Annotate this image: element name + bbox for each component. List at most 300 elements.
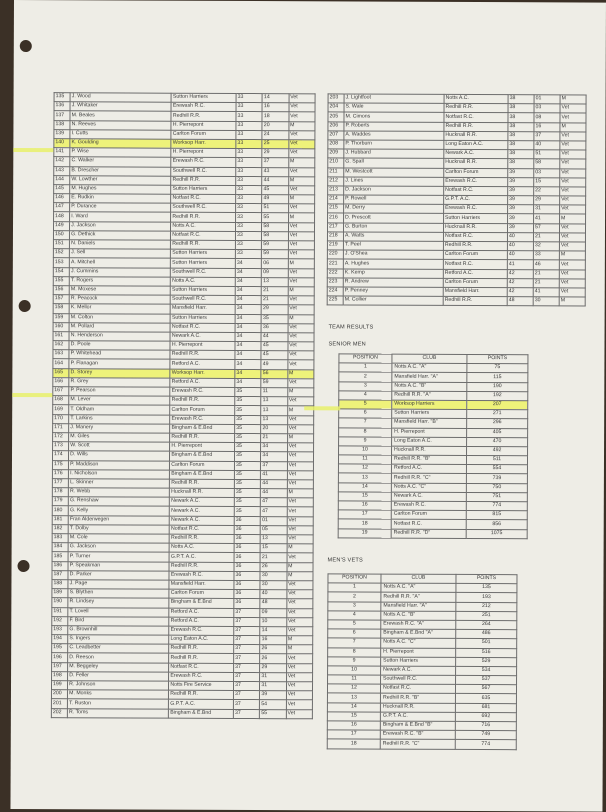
result-position: 203 — [328, 94, 344, 103]
result-name: R. Johnson — [68, 681, 169, 691]
result-seconds: 45 — [262, 185, 288, 194]
result-seconds: 57 — [533, 223, 559, 232]
team-club: Southwell R.C. — [381, 675, 456, 685]
team-points: 193 — [456, 593, 517, 602]
result-position: 145 — [54, 185, 70, 194]
result-club: Notfast R.C. — [443, 260, 507, 269]
result-name: P. Pearson — [69, 387, 170, 397]
result-club: Erewash R.C. — [171, 102, 236, 111]
result-minutes: 39 — [507, 223, 533, 232]
result-name: G. Renshaw — [68, 497, 169, 507]
result-seconds: 21 — [261, 434, 287, 443]
result-name: M. Moxese — [69, 286, 170, 296]
result-minutes: 39 — [508, 168, 534, 177]
result-minutes: 35 — [234, 479, 260, 488]
result-club: Notts A.C. — [169, 543, 234, 552]
result-minutes: 48 — [507, 297, 533, 306]
result-category: Vet — [560, 205, 586, 214]
team-table-header: POINTS — [456, 574, 517, 583]
team-row — [327, 712, 516, 722]
result-club: Erewash R.C. — [444, 205, 508, 214]
result-name: T. Larkins — [69, 414, 170, 424]
result-club: Notfast R.C. — [169, 525, 234, 534]
team-position: 12 — [338, 464, 391, 473]
result-category: Vet — [286, 617, 312, 626]
team-club: Long Eaton A.C. — [392, 437, 467, 447]
result-position: 199 — [51, 681, 67, 690]
team-row — [338, 483, 527, 493]
result-name: S. Blythen — [68, 589, 169, 599]
result-name: T. Lovell — [68, 607, 169, 617]
result-club: Redhill R.R. — [171, 240, 236, 249]
team-row — [338, 492, 527, 502]
result-name: F. Bird — [68, 616, 169, 626]
result-club: Redhill R.R. — [170, 479, 235, 488]
result-name: P. Speakman — [68, 561, 169, 571]
result-minutes: 35 — [235, 397, 261, 406]
result-minutes: 34 — [235, 268, 261, 277]
result-category: Vet — [560, 187, 586, 196]
result-seconds: 44 — [261, 489, 287, 498]
result-seconds: 15 — [534, 177, 560, 186]
result-name: P. Whitehead — [69, 350, 170, 360]
result-position: 187 — [52, 570, 68, 579]
result-club: Carlton Forum — [444, 168, 508, 177]
team-club: Mansfield Harr. "B" — [392, 418, 467, 428]
team-position: 4 — [328, 611, 381, 620]
result-position: 204 — [328, 103, 344, 112]
team-position: 11 — [338, 455, 391, 464]
highlighter-mark — [304, 406, 340, 410]
team-club: Redhill R.R. "C" — [391, 474, 466, 484]
result-club: Notfast R.C. — [444, 186, 508, 195]
result-minutes: 39 — [508, 196, 534, 205]
result-minutes: 36 — [234, 562, 260, 571]
result-seconds: 56 — [261, 369, 287, 378]
result-club: Southwell R.C. — [171, 167, 236, 176]
result-club: Long Eaton A.C. — [169, 635, 234, 644]
result-club: H. Pierrepont — [170, 442, 235, 451]
team-club: Notts A.C. "B" — [381, 611, 456, 621]
result-name: G. Jackson — [68, 543, 169, 553]
result-seconds: 16 — [262, 103, 288, 112]
team-points: 739 — [466, 474, 527, 483]
result-position: 184 — [52, 543, 68, 552]
result-seconds: 26 — [260, 654, 286, 663]
result-minutes: 36 — [234, 525, 260, 534]
team-table-header: POINTS — [467, 354, 528, 363]
result-club: Erewash R.C. — [444, 177, 508, 186]
result-category: Vet — [288, 250, 314, 259]
result-position: 137 — [54, 111, 70, 120]
result-category: M — [288, 314, 314, 323]
result-position: 155 — [53, 276, 69, 285]
result-category: M — [287, 562, 313, 571]
result-seconds: 21 — [262, 296, 288, 305]
result-position: 222 — [327, 268, 343, 277]
result-name: J. Page — [68, 580, 169, 590]
result-category: Vet — [560, 150, 586, 159]
result-seconds: 25 — [262, 140, 288, 149]
result-name: R. Webb — [69, 488, 170, 498]
result-club: Carlton Forum — [443, 278, 507, 287]
senior-men-table — [338, 353, 529, 539]
result-minutes: 38 — [508, 122, 534, 131]
result-club: H. Pierrepont — [170, 341, 235, 350]
result-category: Vet — [288, 204, 314, 213]
result-minutes: 38 — [508, 141, 534, 150]
team-club: Erewash R.C. "A" — [381, 620, 456, 630]
result-name: R. Grey — [69, 378, 170, 388]
result-minutes: 40 — [507, 251, 533, 260]
result-seconds: 46 — [533, 260, 559, 269]
result-minutes: 33 — [236, 195, 262, 204]
result-seconds: 29 — [260, 663, 286, 672]
result-category: Vet — [560, 178, 586, 187]
result-club: Erewash R.C. — [170, 415, 235, 424]
result-seconds: 06 — [262, 259, 288, 268]
result-club: Redhill R.R. — [169, 654, 234, 663]
result-position: 221 — [327, 259, 343, 268]
result-position: 166 — [53, 377, 69, 386]
result-minutes: 37 — [234, 617, 260, 626]
results-sheet — [10, 0, 606, 812]
result-minutes: 40 — [507, 232, 533, 241]
result-minutes: 39 — [508, 177, 534, 186]
result-position: 200 — [51, 690, 67, 699]
result-category: Vet — [287, 415, 313, 424]
result-name: S. Ingers — [68, 635, 169, 645]
team-points: 501 — [456, 639, 517, 648]
result-name: T. Rogers — [69, 276, 170, 286]
result-club: Notts A.C. — [171, 222, 236, 231]
team-position: 7 — [339, 418, 392, 427]
result-minutes: 35 — [234, 489, 260, 498]
result-club: Hucknall R.R. — [444, 131, 508, 140]
result-minutes: 33 — [235, 250, 261, 259]
team-row — [327, 739, 516, 749]
result-name: R. Andrew — [343, 278, 443, 288]
result-category: Vet — [287, 553, 313, 562]
result-club: Retford A.C. — [443, 269, 507, 278]
team-club: Bingham & E.Bnd "A" — [381, 629, 456, 639]
result-seconds: 22 — [534, 187, 560, 196]
result-minutes: 35 — [235, 424, 261, 433]
result-position: 171 — [53, 423, 69, 432]
result-name: G. Kelly — [68, 506, 169, 516]
result-position: 156 — [53, 286, 69, 295]
team-position: 1 — [339, 363, 392, 372]
result-club: Redhill R.R. — [170, 350, 235, 359]
team-club: Newark A.C. — [391, 492, 466, 502]
result-club: Mansfield Harr. — [170, 304, 235, 313]
result-club: Erewash R.C. — [169, 672, 234, 681]
result-name: G. Burton — [343, 223, 443, 233]
result-category: Vet — [286, 709, 312, 718]
result-minutes: 37 — [234, 608, 260, 617]
punch-hole — [18, 560, 30, 572]
result-category: Vet — [287, 461, 313, 470]
result-club: Sutton Harriers — [171, 93, 236, 102]
team-club: Erewash R.C. "B" — [380, 730, 455, 740]
result-category: M — [288, 158, 314, 167]
result-club: Notfast R.C. — [169, 663, 234, 672]
result-category: Vet — [559, 279, 585, 288]
result-name: E. Rudkin — [70, 194, 171, 204]
result-category: M — [559, 251, 585, 260]
result-category: Vet — [288, 323, 314, 332]
team-club: Erewash R.C. — [391, 501, 466, 511]
team-club: Redhill R.R. "A" — [381, 592, 456, 602]
result-seconds: 08 — [534, 113, 560, 122]
result-category: Vet — [559, 260, 585, 269]
result-seconds: 21 — [533, 279, 559, 288]
team-points: 1075 — [466, 529, 527, 538]
result-seconds: 45 — [261, 342, 287, 351]
result-minutes: 37 — [234, 663, 260, 672]
result-position: 176 — [52, 469, 68, 478]
result-name: C. Leadbetter — [68, 644, 169, 654]
result-seconds: 31 — [260, 682, 286, 691]
team-club: Notts A.C. "B" — [392, 382, 467, 392]
result-minutes: 37 — [234, 636, 260, 645]
result-seconds: 36 — [261, 323, 287, 332]
team-points: 635 — [455, 694, 516, 703]
result-category: M — [286, 636, 312, 645]
result-category: Vet — [288, 342, 314, 351]
result-club: Sutton Harriers — [444, 214, 508, 223]
team-row — [338, 464, 527, 474]
result-position: 186 — [52, 561, 68, 570]
team-points: 774 — [455, 740, 516, 749]
result-category: Vet — [287, 443, 313, 452]
result-position: 192 — [52, 616, 68, 625]
result-seconds: 48 — [260, 599, 286, 608]
team-position: 9 — [328, 657, 381, 666]
team-points: 774 — [466, 501, 527, 510]
team-club: Notfast R.C. — [380, 684, 455, 694]
result-minutes: 34 — [235, 360, 261, 369]
result-club: Long Eaton A.C. — [444, 140, 508, 149]
team-club: Redhill R.R. "C" — [380, 739, 455, 749]
team-club: H. Pierrepont — [392, 428, 467, 438]
result-position: 207 — [328, 131, 344, 140]
team-position: 15 — [327, 712, 380, 721]
result-position: 154 — [53, 267, 69, 276]
result-seconds: 30 — [533, 297, 559, 306]
result-category: Vet — [288, 149, 314, 158]
result-category: Vet — [288, 186, 314, 195]
result-name: M. Pollard — [69, 322, 170, 332]
result-name: M. Beggeley — [68, 662, 169, 672]
team-position: 13 — [327, 693, 380, 702]
result-minutes: 39 — [508, 205, 534, 214]
result-minutes: 34 — [235, 342, 261, 351]
result-seconds: 58 — [534, 159, 560, 168]
result-category: M — [287, 489, 313, 498]
result-category: Vet — [560, 159, 586, 168]
result-seconds: 09 — [260, 608, 286, 617]
result-name: C. Walker — [70, 157, 171, 167]
result-club: Hucknall R.R. — [443, 223, 507, 232]
result-seconds: 37 — [262, 158, 288, 167]
result-seconds: 13 — [261, 406, 287, 415]
result-club: Newark A.C. — [170, 497, 235, 506]
result-position: 220 — [327, 250, 343, 259]
team-club: Carlton Forum — [391, 510, 466, 520]
result-name: J. Cummins — [69, 267, 170, 277]
result-club: Retford A.C. — [170, 378, 235, 387]
result-position: 194 — [52, 635, 68, 644]
result-minutes: 33 — [235, 240, 261, 249]
result-name: T. Peel — [343, 241, 443, 251]
result-name: J. Whitaker — [70, 102, 171, 112]
result-category: Vet — [559, 233, 585, 242]
result-minutes: 33 — [236, 93, 262, 102]
result-name: P. Rowell — [344, 195, 444, 205]
team-position: 3 — [339, 381, 392, 390]
result-club: Redhill R.R. — [169, 534, 234, 543]
result-name: M. Cole — [68, 534, 169, 544]
result-position: 174 — [52, 451, 68, 460]
result-name: R. Lindsey — [68, 598, 169, 608]
result-minutes: 37 — [234, 691, 260, 700]
result-club: Sutton Harriers — [171, 259, 236, 268]
mens-vets-title: MEN'S VETS — [327, 557, 363, 564]
result-club: Mansfield Harr. — [443, 287, 507, 296]
result-category: M — [560, 95, 586, 104]
result-name: T. Oldham — [69, 405, 170, 415]
result-club: Erewash R.C. — [169, 571, 234, 580]
team-position: 8 — [328, 647, 381, 656]
result-position: 141 — [54, 148, 70, 157]
result-category: Vet — [287, 507, 313, 516]
result-minutes: 36 — [234, 599, 260, 608]
result-name: D. Storey — [69, 368, 170, 378]
result-name: K. Kemp — [343, 269, 443, 279]
result-category: Vet — [287, 599, 313, 608]
team-club: Redhill R.R. "B" — [391, 455, 466, 465]
team-points: 207 — [467, 400, 528, 409]
result-minutes: 37 — [234, 672, 260, 681]
result-position: 196 — [52, 653, 68, 662]
result-minutes: 34 — [235, 305, 261, 314]
result-position: 185 — [52, 552, 68, 561]
result-name: B. Drescher — [70, 166, 171, 176]
result-seconds: 16 — [534, 122, 560, 131]
team-points: 529 — [456, 657, 517, 666]
result-seconds: 44 — [261, 479, 287, 488]
senior-men-title: SENIOR MEN — [328, 341, 366, 348]
result-position: 149 — [53, 221, 69, 230]
team-club: Notfast R.C. — [391, 520, 466, 530]
result-category: M — [286, 645, 312, 654]
result-name: K. Goulding — [70, 139, 171, 149]
result-minutes: 38 — [508, 104, 534, 113]
team-position: 14 — [327, 702, 380, 711]
result-category: M — [287, 388, 313, 397]
team-points: 749 — [455, 731, 516, 740]
result-position: 162 — [53, 341, 69, 350]
result-club: Newark A.C. — [170, 507, 235, 516]
result-minutes: 35 — [235, 461, 261, 470]
result-category: Vet — [286, 682, 312, 691]
team-row — [327, 684, 516, 694]
result-name: M. Derry — [344, 204, 444, 214]
result-position: 181 — [52, 515, 68, 524]
result-minutes: 33 — [236, 204, 262, 213]
result-category: Vet — [288, 167, 314, 176]
result-position: 193 — [52, 626, 68, 635]
result-minutes: 33 — [236, 158, 262, 167]
result-position: 183 — [52, 534, 68, 543]
result-name: R. Peacock — [69, 295, 170, 305]
result-name: D. Prescott — [344, 213, 444, 223]
result-category: Vet — [287, 590, 313, 599]
result-minutes: 37 — [234, 645, 260, 654]
result-minutes: 33 — [236, 103, 262, 112]
result-name: G. Dethick — [70, 231, 171, 241]
result-club: Sutton Harriers — [170, 314, 235, 323]
result-category: Vet — [288, 222, 314, 231]
team-position: 13 — [338, 473, 391, 482]
result-name: T. Ruston — [68, 699, 169, 709]
result-club: Bingham & E.Bnd — [170, 470, 235, 479]
result-club: Sutton Harriers — [171, 249, 236, 258]
team-row — [338, 455, 527, 465]
result-position: 223 — [327, 278, 343, 287]
team-table-header: CLUB — [392, 354, 467, 364]
team-row — [327, 702, 516, 712]
team-points: 537 — [456, 675, 517, 684]
result-name: P. Flanagan — [69, 359, 170, 369]
team-position: 2 — [328, 592, 381, 601]
result-seconds: 45 — [261, 351, 287, 360]
result-position: 150 — [53, 230, 69, 239]
result-name: P. Roberts — [344, 122, 444, 132]
team-points: 470 — [467, 437, 528, 446]
result-row — [327, 296, 585, 306]
result-minutes: 36 — [234, 534, 260, 543]
team-points: 492 — [467, 446, 528, 455]
team-position: 19 — [338, 528, 391, 537]
team-position: 7 — [328, 638, 381, 647]
result-club: Retford A.C. — [170, 360, 235, 369]
result-position: 211 — [328, 167, 344, 176]
highlighter-mark — [13, 148, 53, 152]
result-seconds: 47 — [261, 507, 287, 516]
result-seconds: 14 — [262, 94, 288, 103]
result-category: Vet — [560, 196, 586, 205]
result-minutes: 37 — [233, 709, 259, 718]
result-minutes: 35 — [235, 443, 261, 452]
result-club: Carlton Forum — [170, 406, 235, 415]
result-minutes: 37 — [233, 700, 259, 709]
result-category: M — [560, 214, 586, 223]
result-seconds: 55 — [260, 709, 286, 718]
result-club: Redhill R.R. — [171, 112, 236, 121]
result-club: Notfast R.C. — [444, 113, 508, 122]
result-name: Fran Alderwegen — [68, 515, 169, 525]
result-category: Vet — [560, 113, 586, 122]
result-club: Notfast R.C. — [443, 232, 507, 241]
team-position: 16 — [327, 721, 380, 730]
result-club: Erewash R.C. — [169, 626, 234, 635]
team-row — [338, 510, 527, 520]
team-position: 6 — [328, 629, 381, 638]
individual-results-left — [51, 92, 316, 719]
result-seconds: 32 — [533, 242, 559, 251]
